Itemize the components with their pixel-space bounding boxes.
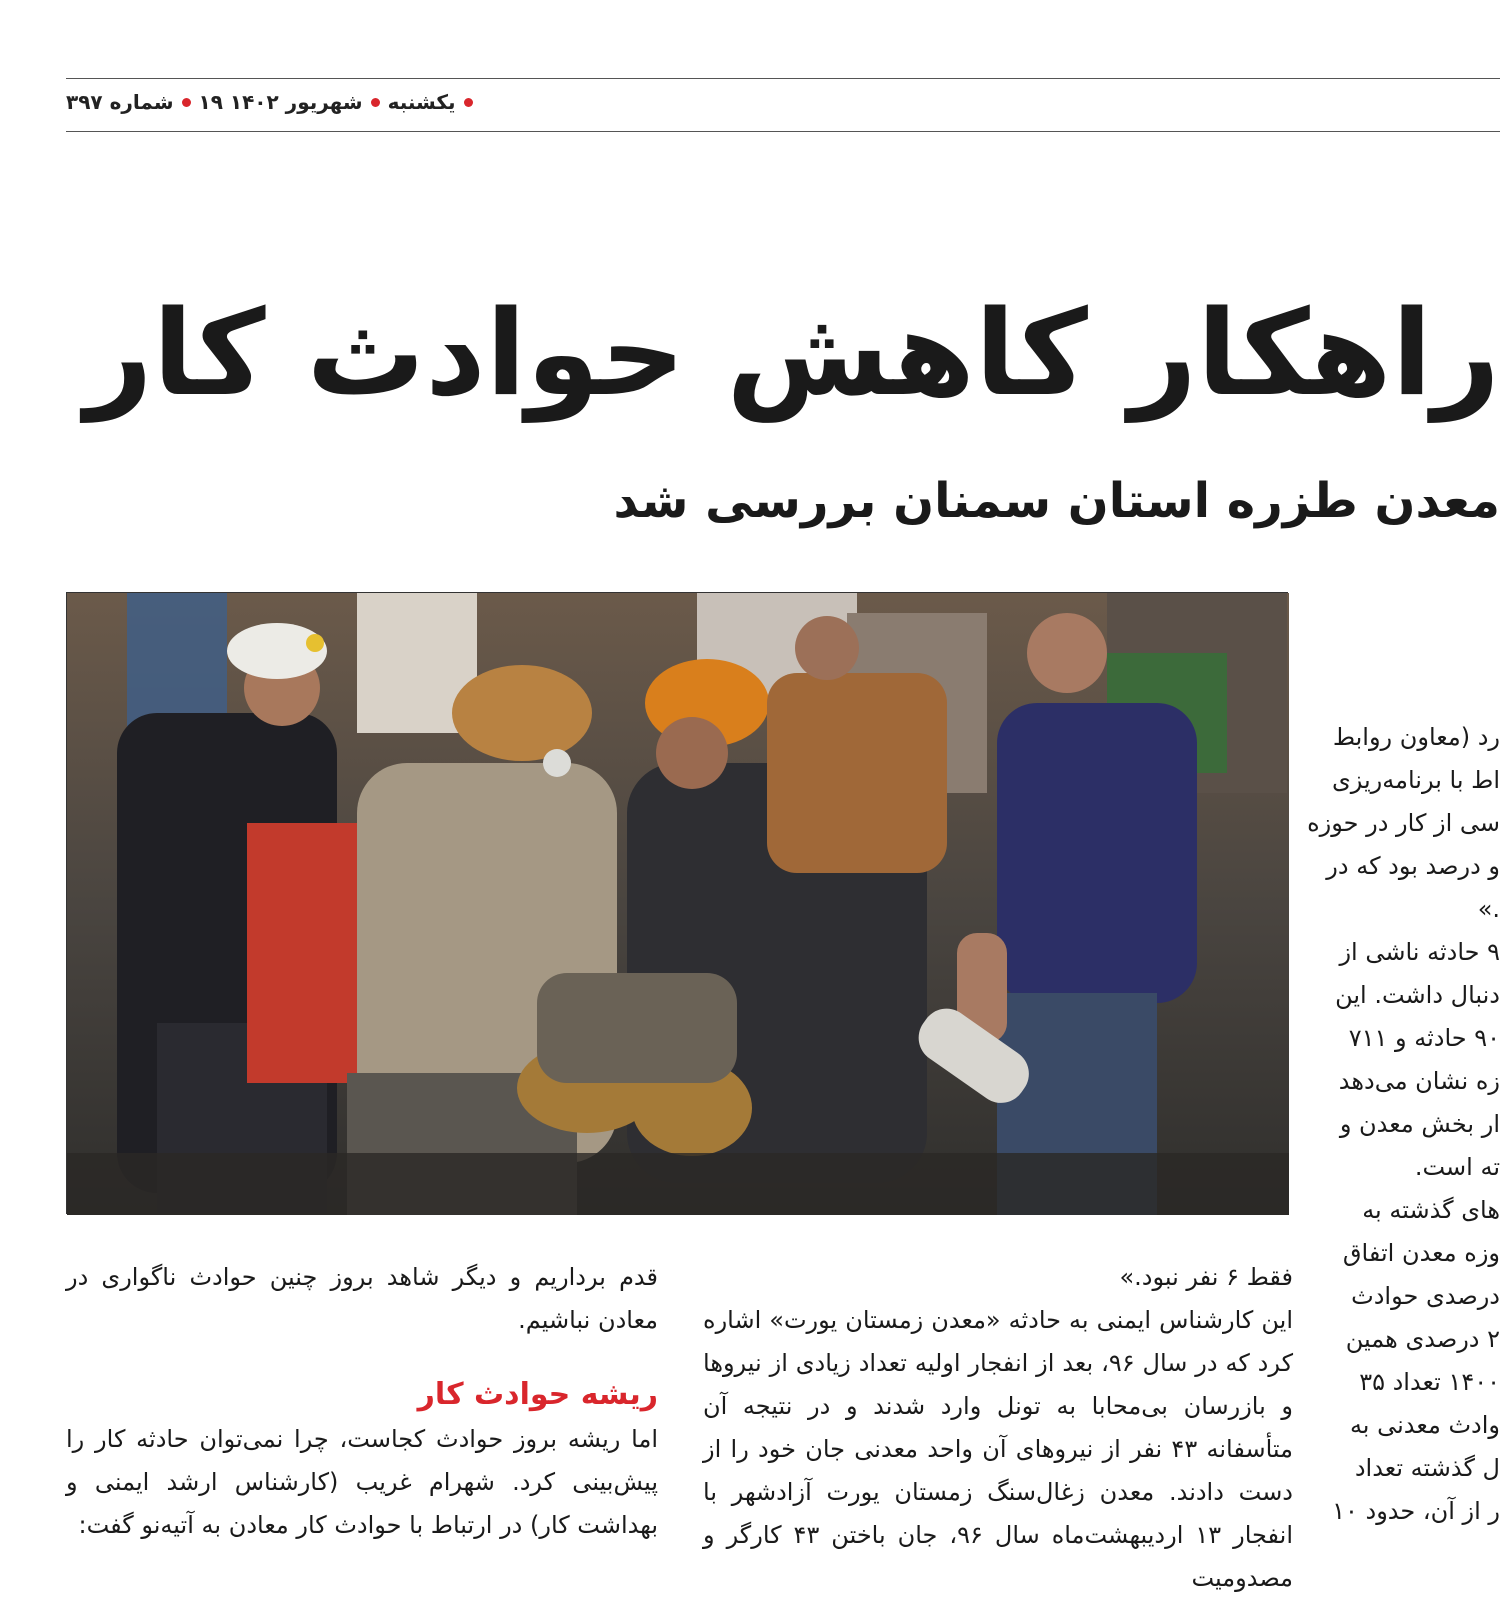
separator-dot-icon: [464, 98, 473, 107]
column-line: ۱۴۰۰ تعداد ۳۵: [1359, 1368, 1500, 1396]
subheadline: معدن طزره استان سمنان بررسی شد: [613, 473, 1500, 529]
column-line: زه نشان می‌دهد: [1338, 1067, 1500, 1095]
column-line: ل گذشته تعداد: [1354, 1454, 1500, 1482]
article-column-right: [1307, 716, 1500, 1567]
column-line: سی از کار در حوزه: [1307, 809, 1500, 837]
article-column-middle: [703, 1256, 1294, 1592]
issue-day: یکشنبه: [387, 90, 456, 114]
dateline: [66, 90, 666, 114]
headline: راهکار کاهش حوادث کار: [84, 284, 1500, 422]
column-line: وزه معدن اتفاق: [1342, 1239, 1500, 1267]
article-column-left: [66, 1256, 658, 1567]
column-line: ر از آن، حدود ۱۰: [1332, 1497, 1500, 1525]
paragraph: این کارشناس ایمنی به حادثه «معدن زمستان یورت» اشاره کرد که در سال ۹۶، بعد از انفجار اولیه تعداد زیادی از نیروها و بازرسان بی‌محابا به تونل وارد شدند و در نتیجه آن متأسفانه ۴۳ نفر از نیروهای آن واحد معدنی جان خود را از دست دادند. معدن زغال‌سنگ زمستان یورت آزادشهر با انفجار ۱۳ اردیبهشت‌ماه سال ۹۶، جان باختن ۴۳ کارگر و مصدومیت: [703, 1306, 1294, 1592]
column-line: ته است.: [1414, 1153, 1500, 1181]
news-photo: [66, 592, 1288, 1214]
column-line: ۹ حادثه ناشی از: [1339, 938, 1500, 966]
issue-number: شماره ۳۹۷: [66, 90, 174, 114]
mine-rescue-photo-illustration: [67, 593, 1289, 1215]
column-line: ار بخش معدن و: [1339, 1110, 1500, 1138]
paragraph: اما ریشه بروز حوادث کجاست، چرا نمی‌توان حادثه کار را پیش‌بینی کرد. شهرام غریب (کارشناس ارشد ایمنی و بهداشت کار) در ارتباط با حوادث کار معادن به آتیه‌نو گفت:: [66, 1425, 658, 1539]
column-line: وادث معدنی به: [1349, 1411, 1500, 1439]
column-line: .»: [1477, 895, 1500, 923]
issue-date: ۱۹ شهریور ۱۴۰۲: [198, 90, 363, 114]
separator-dot-icon: [182, 98, 191, 107]
column-line: رد (معاون روابط: [1332, 723, 1500, 751]
separator-dot-icon: [371, 98, 380, 107]
column-line: اط با برنامه‌ریزی: [1331, 766, 1500, 794]
top-rule: [66, 78, 1500, 79]
paragraph: فقط ۶ نفر نبود.»: [1119, 1263, 1293, 1291]
column-line: دنبال داشت. این: [1335, 981, 1500, 1009]
header-rule: [66, 131, 1500, 132]
column-line: و درصد بود که در: [1326, 852, 1500, 880]
paragraph: قدم برداریم و دیگر شاهد بروز چنین حوادث ناگواری در معادن نباشیم.: [66, 1263, 658, 1334]
column-line: درصدی حوادث: [1351, 1282, 1500, 1310]
section-title: ریشه حوادث کار: [417, 1377, 658, 1412]
column-line: ۲ درصدی همین: [1345, 1325, 1500, 1353]
column-line: ۹۰ حادثه و ۷۱۱: [1348, 1024, 1500, 1052]
column-line: های گذشته به: [1362, 1196, 1500, 1224]
